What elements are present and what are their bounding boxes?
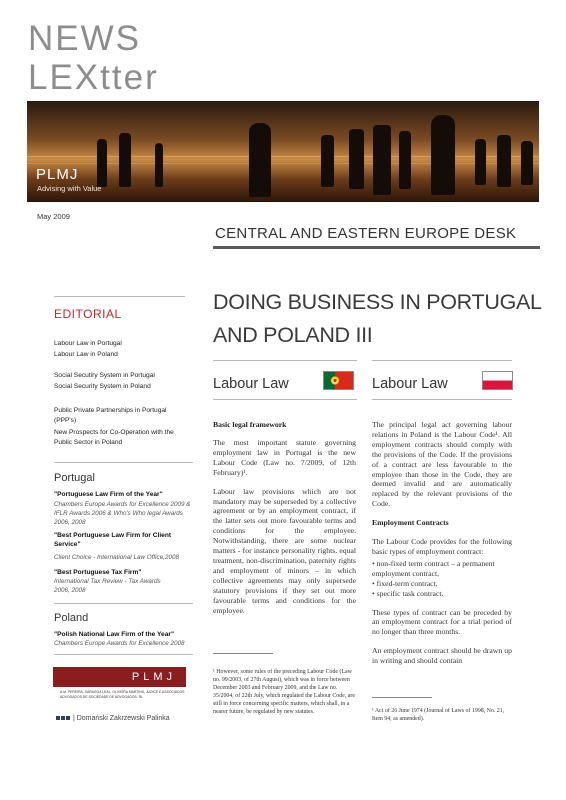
sidebar-rule (54, 603, 193, 604)
portugal-body (213, 438, 356, 624)
column-rule (372, 399, 512, 400)
paragraph: An employment contract should be drawn up in writing and should contain (372, 646, 512, 666)
column-rule (372, 360, 512, 361)
poland-flag-icon (482, 371, 513, 390)
desk-title: CENTRAL AND EASTERN EUROPE DESK (215, 225, 517, 242)
editorial-heading: EDITORIAL (54, 307, 122, 321)
portugal-heading: Portugal (54, 472, 95, 484)
portugal-section-title: Labour Law (213, 376, 289, 392)
paragraph: The most important statute governing employment law in Portugal is the new Labour Code (Law no. 7/2009, of 12th February)¹. (213, 438, 356, 477)
award-title: "Polish National Law Firm of the Year" (54, 631, 175, 638)
paragraph: Labour law provisions which are not mandatory may be superseded by a collective agreement or by an employment contract, if the latter sets out more favourable terms and conditions for the employee. Notwithstanding, there are some nuclear matters - for instance personality rights, equal treatment, non-discrimination, paternity rights and employment of minors – in which collective agreements may only supersede statutory provisions if they set out more favourable terms and conditions for the employee. (213, 486, 356, 615)
poland-footnote: ¹ Act of 26 June 1974 (Journal of Laws of 1998, No. 21, Item 94, as amended). (372, 708, 505, 722)
award-source: International Tax Review - Tax Awards 2006, 2008 (54, 578, 161, 594)
sidebar-top-rule (54, 296, 185, 297)
award-source: Client Choice - International Law Office,2008 (54, 554, 179, 561)
headline-line1: DOING BUSINESS IN PORTUGAL (213, 290, 542, 314)
portugal-subhead: Basic legal framework (213, 420, 287, 429)
sidebar-link[interactable]: Public Private Partnerships in Portugal (PPP's) (54, 407, 167, 424)
poland-subhead: Employment Contracts (372, 518, 449, 528)
dzp-logo-text: | Domański Zakrzewski Palinka (72, 715, 170, 722)
brand-name: PLMJ (36, 166, 79, 183)
hero-image (27, 101, 539, 202)
award-title: "Best Portuguese Tax Firm" (54, 569, 142, 576)
sidebar-rule (54, 462, 193, 463)
award-source: Chambers Europe Awards for Excellence 2009 & IFLR Awards 2006 & Who's Who legal Awards 2006, 2008 (54, 501, 191, 526)
poland-heading: Poland (54, 612, 89, 624)
desk-rule (213, 246, 540, 249)
list-item: • fixed-term contract, (372, 578, 438, 588)
list-item: • specific task contract. (372, 588, 444, 598)
sidebar-link[interactable]: Labour Law in Portugal (54, 340, 122, 347)
award-source: Chambers Europe Awards for Excellence 2008 (54, 640, 185, 647)
paragraph: These types of contract can be preceded by an employment contract for a trial period of no longer than three months. (372, 607, 512, 637)
sidebar-link[interactable]: Social Security System in Poland (54, 383, 151, 390)
portugal-flag-icon (323, 371, 354, 390)
sidebar-link[interactable]: New Prospects for Co-Operation with the Public Sector in Poland (54, 429, 174, 446)
dzp-logo (56, 715, 170, 722)
sidebar-link[interactable]: Labour Law in Poland (54, 351, 118, 358)
award-title: "Portuguese Law Firm of the Year" (54, 491, 163, 498)
issue-date: May 2009 (37, 212, 70, 221)
sidebar-link[interactable]: Social Secutiry System in Portugal (54, 372, 155, 379)
paragraph: The Labour Code provides for the following basic types of employment contract: (372, 537, 512, 556)
plmj-logo-subtext: A.M. PEREIRA, SÁRAGGA LEAL, OLIVEIRA MARTINS, JÚDICE E ASSOCIADOS ADVOGADOS DE SOCIEDADE DE ADVOGADOS, RL (60, 690, 185, 699)
list-item: • non-fixed term contract – a permanent employment contract, (372, 558, 495, 578)
footnote-rule (213, 653, 273, 654)
plmj-logo: PLMJ (53, 667, 186, 687)
column-rule (213, 399, 357, 400)
masthead-news: NEWS (28, 19, 141, 58)
paragraph: The principal legal act governing labour relations in Poland is the Labour Code¹. All employment contracts should comply with the provisions of the Code. If the provisions of a contract are less favourable to the employee than those in the Code, they are deemed invalid and are automatically replaced by the relevant provisions of the Code. (372, 420, 512, 509)
portugal-footnote: ¹ However, some rules of the preceding Labour Code (Law no. 99/2003, of 27th August), which was in force between December 2003 and February 2009, and the Law no. 35/2004, of 22th July, which regulated the Labour Code, are still in force concerning specific matters, which shall, in a nearer future, be regulated by new statutes. (213, 669, 355, 715)
bullet-list (372, 559, 512, 599)
brand-tagline: Advising with Value (37, 184, 102, 193)
poland-section-title: Labour Law (372, 376, 448, 392)
sidebar-rule (54, 654, 193, 655)
poland-body (372, 420, 512, 675)
headline-line2: AND POLAND III (213, 323, 373, 347)
column-rule (213, 360, 357, 361)
footnote-rule (372, 697, 432, 698)
masthead-lextter: LEXtter (28, 58, 159, 97)
award-title: "Best Portuguese Law Firm for Client Service" (54, 532, 172, 548)
